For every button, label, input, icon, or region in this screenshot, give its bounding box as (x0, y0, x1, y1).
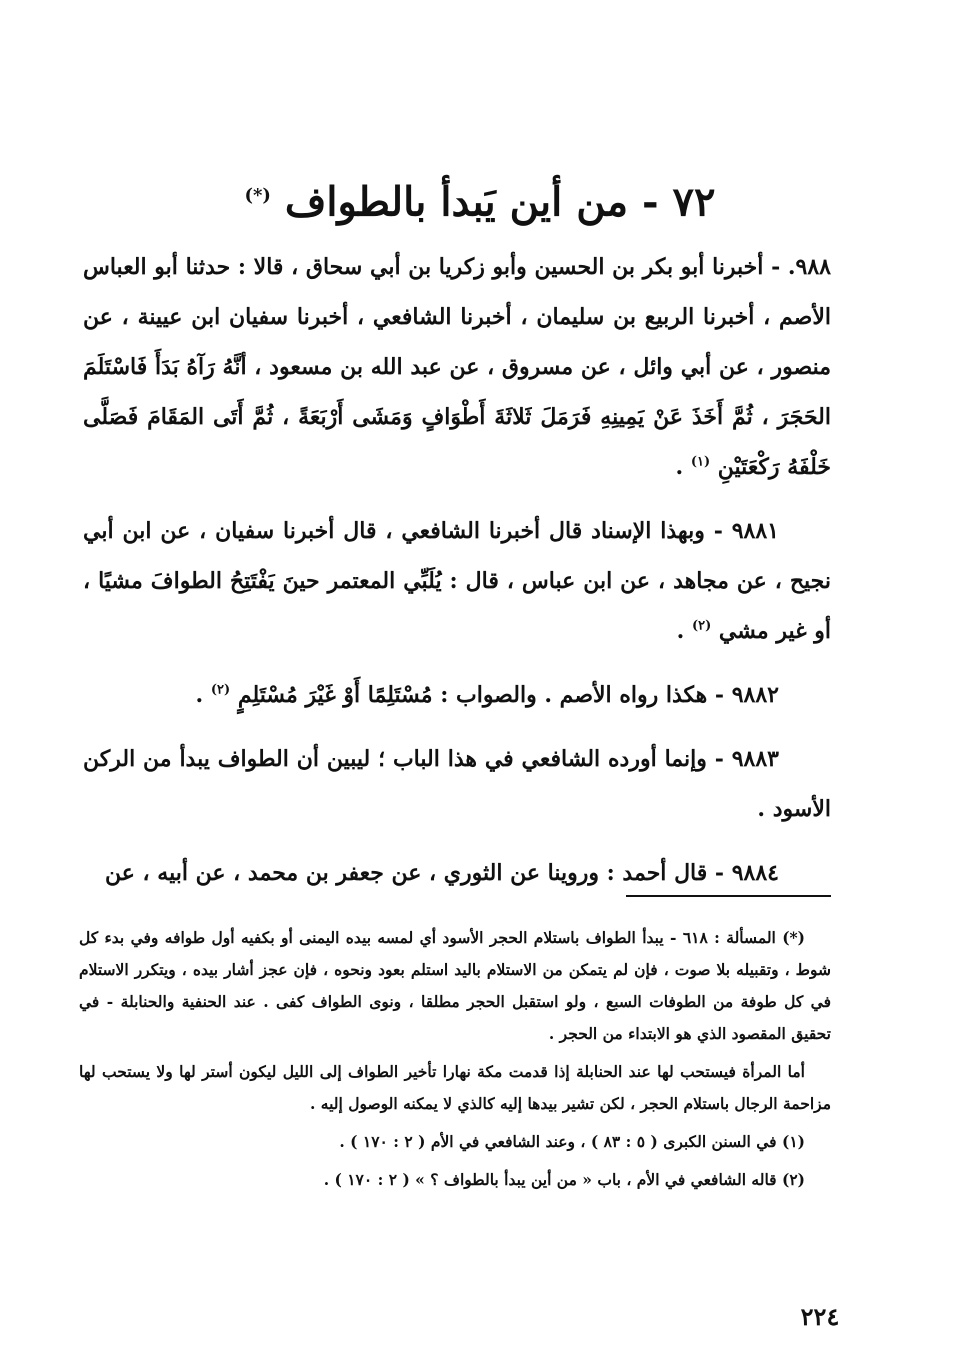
chapter-title-marker: (*) (244, 185, 271, 206)
page-number: ٢٢٤ (800, 1302, 840, 1331)
footnote-separator (626, 895, 831, 897)
paragraph-9882 (83, 670, 831, 720)
footnote-continuation: أما المرأة فيستحب لها عند الحنابلة إذا قدمت مكة نهارا تأخير الطواف إلى الليل ليكون أستر لها ولا يستحب لها مزاحمة الرجال باستلام الحجر ، لكن تشير بيدها إليه كالذي لا يمكنه الوصول إليه . (79, 1062, 831, 1113)
main-text (83, 242, 831, 912)
paragraph-text: ٩٨٨١ - وبهذا الإسناد قال أخبرنا الشافعي ، قال أخبرنا سفيان ، عن ابن أبي نجيح ، عن مجاهد ، عن ابن عباس ، قال : يُلَبِّي المعتمر حينَ يَفْتَتِحُ الطوافَ مشيًا ، أو غير مشي (83, 518, 831, 644)
footnote-masala: (*) المسألة : ٦١٨ - يبدأ الطواف باستلام الحجر الأسود أي لمسه بيده اليمنى أو بكفيه أول طوافه وفي بدء كل شوط ، وتقبيله بلا صوت ، فإن لم يتمكن من الاستلام باليد استلم بعود ونحوه ، فإن عجز أشار بيده ، ويتكرر الاستلام في كل طوفة من الطوفات السبع ، ولو استقبل الحجر مطلقا ، ونوى الطواف كفى . عند الحنفية والحنابلة - في تحقيق المقصود الذي هو الابتداء من الحجر . (79, 928, 831, 1043)
footnote-ref: (٢) (691, 618, 712, 634)
chapter-title (80, 168, 880, 230)
paragraph-9884 (83, 848, 831, 898)
paragraph-text: ٩٨٨٣ - وإنما أورده الشافعي في هذا الباب ؛ ليبين أن الطواف يبدأ من الركن الأسود . (83, 746, 831, 822)
paragraph-9881 (83, 506, 831, 656)
footnote-ref: (١) (690, 454, 711, 470)
paragraph-text: ٩٨٨٢ - هكذا رواه الأصم . والصواب : مُسْتَلِمًا أَوْ غَيْرَ مُسْتَلِمٍ (237, 682, 779, 708)
paragraph-end: . (676, 618, 692, 644)
paragraph-end: . (195, 682, 211, 708)
footnote-1: (١) في السنن الكبرى ( ٥ : ٨٣ ) ، وعند الشافعي في الأم ( ٢ : ١٧٠ ) . (339, 1132, 805, 1151)
footnote-ref: (٢) (210, 682, 231, 698)
paragraph-text: ٩٨٨٤ - قال أحمد : وروينا عن الثوري ، عن جعفر بن محمد ، عن أبيه ، عن (105, 860, 779, 886)
paragraph-text: ٩٨٨. - أخبرنا أبو بكر بن الحسين وأبو زكريا بن أبي سحاق ، قالا : حدثنا أبو العباس الأصم ، أخبرنا الربيع بن سليمان ، أخبرنا الشافعي ، أخبرنا سفيان ابن عيينة ، عن منصور ، عن أبي وائل ، عن مسروق ، عن عبد الله بن مسعود ، أنَّهُ رَآهُ بَدَأَ فَاسْتَلَمَ الحَجَرَ ، ثُمَّ أَخَذَ عَنْ يَمِينِهِ فَرَمَلَ ثَلاثَةَ أَطْوَافٍ وَمَشَى أَرْبَعَةً ، ثُمَّ أَتَى المَقَامَ فَصَلَّى خَلْفَهُ رَكْعَتَيْنِ (83, 254, 831, 480)
paragraph-9883 (83, 734, 831, 834)
paragraph-end: . (675, 454, 691, 480)
footnotes (79, 922, 831, 1202)
chapter-title-text: ٧٢ - من أين يَبدأ بالطواف (284, 178, 716, 226)
paragraph-988 (83, 242, 831, 492)
footnote-2: (٢) قاله الشافعي في الأم ، باب « من أين يبدأ بالطواف ؟ » ( ٢ : ١٧٠ ) . (323, 1170, 805, 1189)
